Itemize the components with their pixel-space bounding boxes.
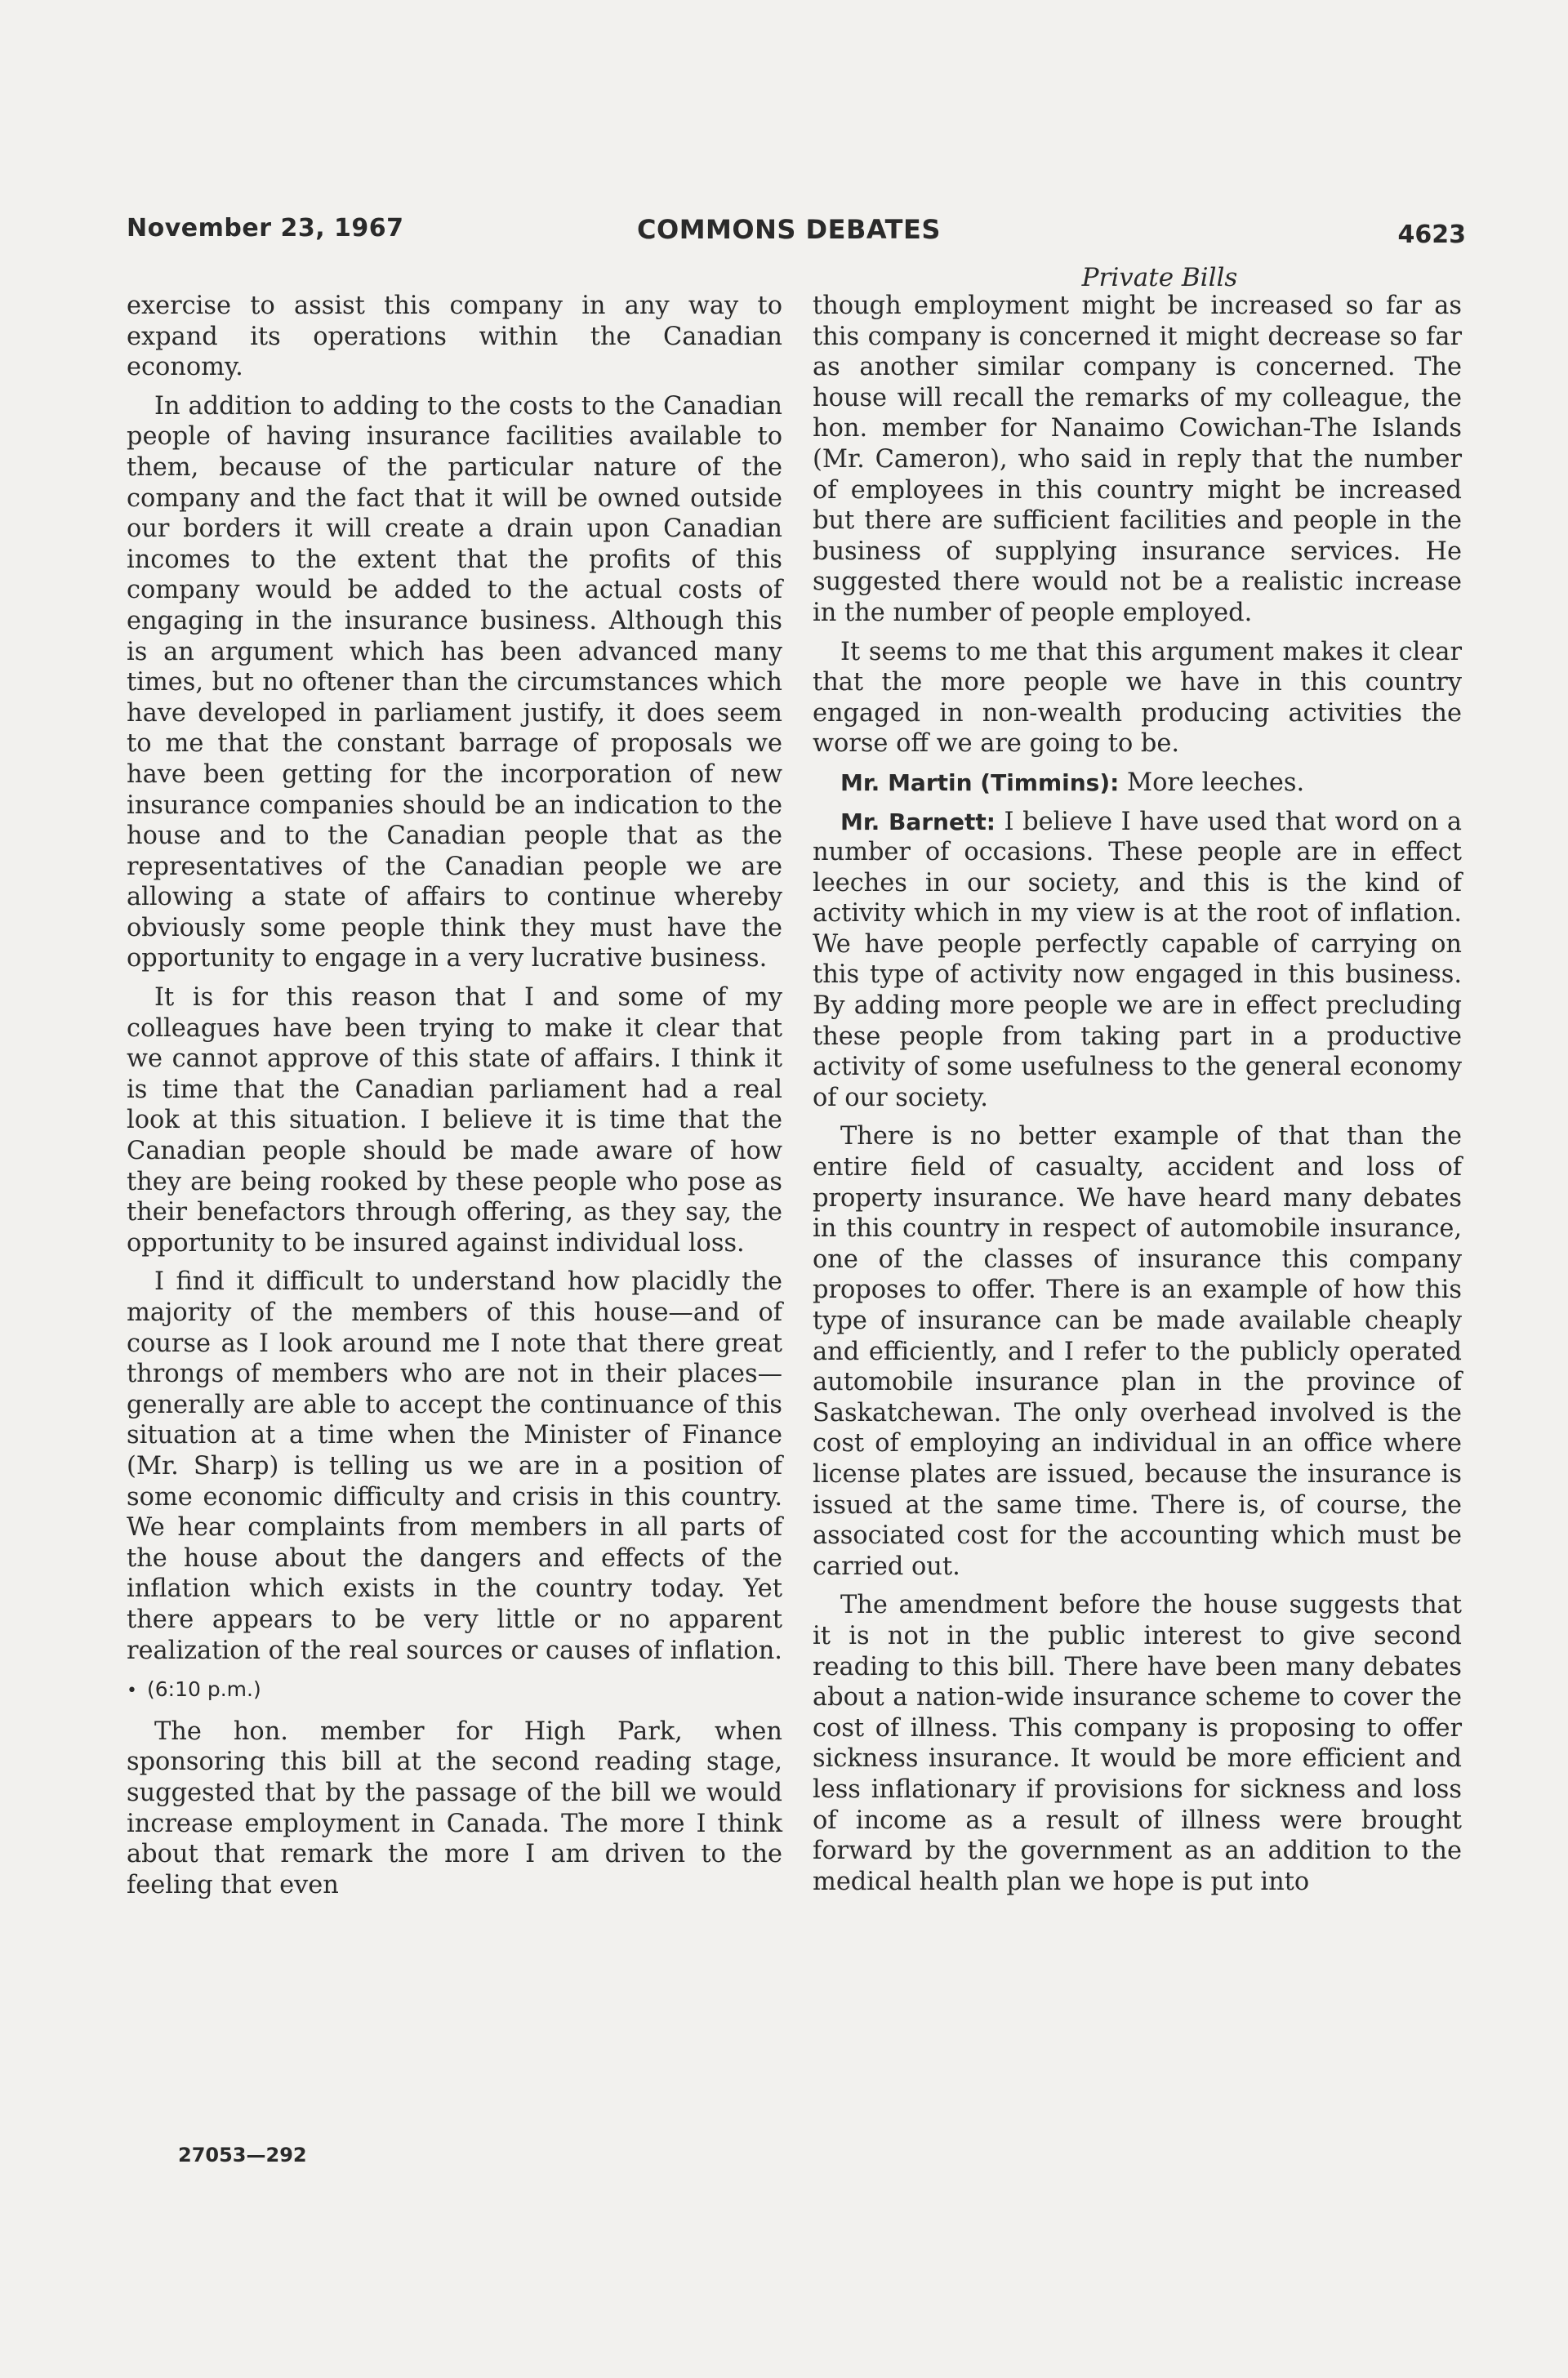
bullet-icon: • [127, 1681, 137, 1702]
paragraph: exercise to assist this company in any way to expand its operations within the Canadian economy. [127, 292, 782, 382]
paragraph: The hon. member for High Park, when sponsoring this bill at the second reading stage, suggested that by the passage of the bill we would increase employment in Canada. The more I think about that remark the more I am driven to the feeling that even [127, 1717, 782, 1899]
speech-text: I believe I have used that word on a number of occasions. These people are in effect leeches in our society, and this is the kind of activity which in my view is at the root of inflation. We have people perfectly capable of carrying on this type of activity now engaged in this business. By adding more people we are in effect precluding these people from taking part in a productive activity of some usefulness to the general economy of our society. [813, 807, 1462, 1112]
right-column [813, 291, 1462, 1905]
header-title: COMMONS DEBATES [637, 214, 941, 245]
speech-text: More leeches. [1127, 768, 1305, 797]
header-date: November 23, 1967 [127, 214, 404, 243]
speech [813, 768, 1462, 799]
footer-code: 27053—292 [178, 2144, 307, 2166]
time-stamp [127, 1674, 782, 1707]
paragraph: though employment might be increased so far as this company is concerned it might decrease so far as another similar company is concerned. The house will recall the remarks of my colleague, the hon. member for Nanaimo Cowichan-The Islands (Mr. Cameron), who said in reply that the number of employees in this country might be increased but there are sufficient facilities and people in the business of supplying insurance services. He suggested there would not be a realistic increase in the number of people employed. [813, 292, 1462, 627]
section-heading: Private Bills [1081, 263, 1238, 292]
page-number: 4623 [1397, 220, 1466, 249]
paragraph: It seems to me that this argument makes it clear that the more people we have in this country engaged in non-wealth producing activities the worse off we are going to be. [813, 637, 1462, 759]
time-text: (6:10 p.m.) [146, 1677, 261, 1702]
speaker-name: Mr. Barnett: [840, 808, 996, 835]
paragraph: The amendment before the house suggests that it is not in the public interest to give second reading to this bill. There have been many debates about a nation-wide insurance scheme to cover the cost of illness. This company is proposing to offer sickness insurance. It would be more efficient and less inflationary if provisions for sickness and loss of income as a result of illness were brought forward by the government as an addition to the medical health plan we hope is put into [813, 1591, 1462, 1896]
speaker-name: Mr. Martin (Timmins): [840, 768, 1120, 796]
page-header [127, 214, 1466, 255]
left-column [127, 291, 782, 1908]
paragraph: I find it difficult to understand how placidly the majority of the members of this house—and of course as I look around me I note that there great throngs of members who are not in their places—generally are able to accept the continuance of this situation at a time when the Minister of Finance (Mr. Sharp) is telling us we are in a position of some economic difficulty and crisis in this country. We hear complaints from members in all parts of the house about the dangers and effects of the inflation which exists in the country today. Yet there appears to be very little or no apparent realization of the real sources or causes of inflation. [127, 1267, 782, 1665]
speech [813, 807, 1462, 1114]
paragraph: There is no better example of that than the entire field of casualty, accident and loss of property insurance. We have heard many debates in this country in respect of automobile insurance, one of the classes of insurance this company proposes to offer. There is an example of how this type of insurance can be made available cheaply and efficiently, and I refer to the publicly operated automobile insurance plan in the province of Saskatchewan. The only overhead involved is the cost of employing an individual in an office where license plates are issued, because the insurance is issued at the same time. There is, of course, the associated cost for the accounting which must be carried out. [813, 1122, 1462, 1581]
paragraph: In addition to adding to the costs to the Canadian people of having insurance facilities available to them, because of the particular nature of the company and the fact that it will be owned outside our borders it will create a drain upon Canadian incomes to the extent that the profits of this company would be added to the actual costs of engaging in the insurance business. Although this is an argument which has been advanced many times, but no oftener than the circumstances which have developed in parliament justify, it does seem to me that the constant barrage of proposals we have been getting for the incorporation of new insurance companies should be an indication to the house and to the Canadian people that as the representatives of the Canadian people we are allowing a state of affairs to continue whereby obviously some people think they must have the opportunity to engage in a very lucrative business. [127, 391, 782, 973]
paragraph: It is for this reason that I and some of my colleagues have been trying to make it clear that we cannot approve of this state of affairs. I think it is time that the Canadian parliament had a real look at this situation. I believe it is time that the Canadian people should be made aware of how they are being rooked by these people who pose as their benefactors through offering, as they say, the opportunity to be insured against individual loss. [127, 983, 782, 1258]
